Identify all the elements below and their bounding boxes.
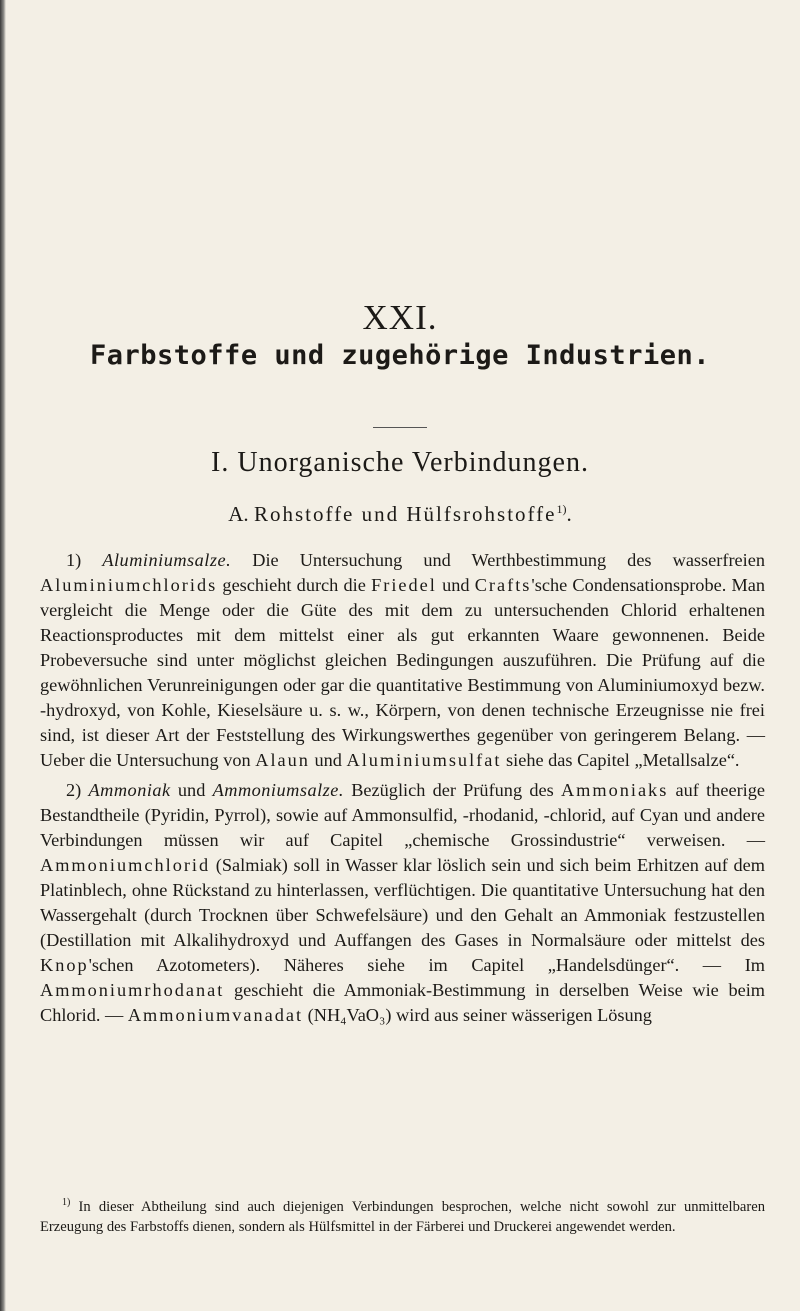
paragraph-ammoniak: 2) Ammoniak und Ammoniumsalze. Bezüglich der Prüfung des Ammoniaks auf theerige Bestandtheile (Pyridin, Pyrrol), sowie auf Ammonsulfid, -rhodanid, -chlorid, auf Cyan und andere Verbindungen müssen wir auf Capitel „chemische Grossindustrie“ verweisen. — Ammoniumchlorid (Salmiak) soll in Wasser klar löslich sein und sich beim Erhitzen auf dem Platinblech, ohne Rückstand zu hinterlassen, verflüchtigen. Die quantitative Untersuchung hat den Wassergehalt (durch Trocknen über Schwefelsäure) und den Gehalt an Ammoniak festzustellen (Destillation mit Alkalihydroxyd und Auffangen des Gases in Normalsäure oder mittelst des Knop'schen Azotometers). Näheres siehe im Capitel „Handelsdünger“. — Im Ammoniumrhodanat geschieht die Ammoniak-Bestimmung in derselben Weise wie beim Chlorid. — Ammoniumvanadat (NH₄VaO₃) wird aus seiner wässerigen Lösung xyxy=(40,780,766,1025)
paragraph-heading: Aluminiumsalze. xyxy=(102,550,232,570)
title-divider xyxy=(373,427,427,428)
paragraph-heading: Ammoniak xyxy=(88,780,171,800)
body-text xyxy=(40,548,765,1033)
spaced-term: Ammoniaks xyxy=(560,780,669,800)
footnote-mark: 1) xyxy=(62,1197,71,1208)
chapter-title: Farbstoffe und zugehörige Industrien. xyxy=(90,340,710,371)
spaced-term: Ammoniumchlorid xyxy=(40,855,211,875)
subsection-heading: A. Rohstoffe und Hülfsrohstoffe$^{1)}$. xyxy=(228,502,572,526)
spaced-term: Aluminiumchlorids xyxy=(40,575,218,595)
spaced-term: Knop xyxy=(40,955,89,975)
chapter-number: XXI. xyxy=(362,298,438,337)
paragraph-aluminiumsalze: 1) Aluminiumsalze. Die Untersuchung und Werthbestimmung des wasserfreien Aluminiumchlorids geschieht durch die Friedel und Crafts'sche Condensationsprobe. Man vergleicht die Menge oder die Güte des mit dem zu untersuchenden Chlorid erhaltenen Reactionsproductes mit dem mittelst einer als gut erkannten Waare gewonnenen. Beide Probeversuche sind unter möglichst gleichen Bedingungen auszuführen. Die Prüfung auf die gewöhnlichen Verunreinigungen oder gar die quantitative Bestimmung von Aluminiumoxyd bezw. -hydroxyd, von Kohle, Kieselsäure u. s. w., Körpern, von denen technische Erzeugnisse nie frei sind, ist dieser Art der Feststellung des Wirkungswerthes gegenüber von geringerem Belang. — Ueber die Untersuchung von Alaun und Aluminiumsulfat siehe das Capitel „Metallsalze“. xyxy=(40,550,765,770)
subsection-footnote-mark: 1) xyxy=(556,502,567,516)
spaced-term: Ammoniumvanadat xyxy=(127,1005,304,1025)
subsection-title: Rohstoffe und Hülfsrohstoffe xyxy=(253,502,557,526)
spaced-term: Crafts xyxy=(474,575,532,595)
paragraph-heading: Ammoniumsalze. xyxy=(212,780,344,800)
spaced-term: Aluminiumsulfat xyxy=(346,750,502,770)
paragraph-number: 1) xyxy=(66,550,82,570)
subsection-prefix: A. xyxy=(228,502,249,526)
section-title: I. Unorganische Verbindungen. xyxy=(211,447,589,478)
page-edge-shadow xyxy=(0,0,6,1311)
paragraph-number: 2) xyxy=(66,780,82,800)
spaced-term: Friedel xyxy=(371,575,437,595)
spaced-term: Alaun xyxy=(255,750,310,770)
footnote-text: In dieser Abtheilung sind auch diejenigen Verbindungen besprochen, welche nicht sowohl zur unmittelbaren Erzeugung des Farbstoffs dienen, sondern als Hülfsmittel in der Färberei und Druckerei angewendet werden. xyxy=(40,1198,765,1235)
spaced-term: Ammoniumrhodanat xyxy=(40,980,225,1000)
footnote xyxy=(40,1193,765,1237)
